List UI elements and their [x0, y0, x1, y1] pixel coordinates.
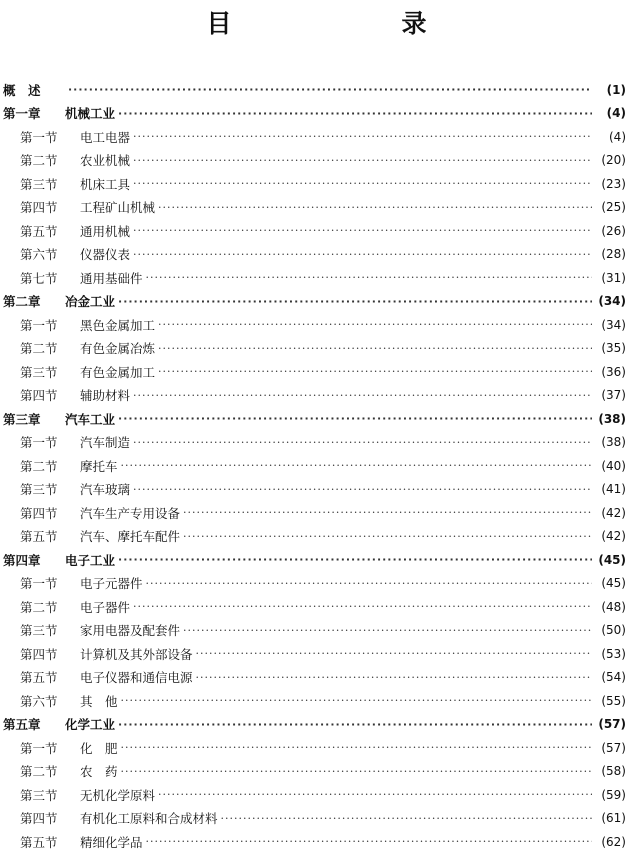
- toc-entry-label: 第五章: [3, 717, 41, 733]
- toc-page-number: (48): [601, 599, 626, 614]
- toc-page-number: (34): [598, 294, 626, 309]
- toc-entry-title: 汽车、摩托车配件: [80, 529, 181, 545]
- toc-section-entry: [0, 501, 633, 525]
- toc-entry-label: 第四节: [20, 811, 58, 827]
- toc-leader-dots: [183, 530, 592, 543]
- toc-section-entry: [0, 525, 633, 549]
- toc-entry-label: 第三节: [20, 787, 58, 803]
- toc-page-number: (58): [601, 764, 626, 779]
- toc-page-number: (59): [601, 787, 626, 802]
- toc-page-number: (55): [601, 693, 626, 708]
- toc-section-entry: [0, 666, 633, 690]
- toc-entry-title: 电子元器件: [80, 576, 143, 592]
- toc-entry-title: 家用电器及配套件: [80, 623, 181, 639]
- toc-page-number: (4): [609, 129, 626, 144]
- toc-leader-dots: [196, 671, 592, 684]
- toc-page-number: (4): [606, 106, 626, 121]
- toc-section-entry: [0, 689, 633, 713]
- toc-page-number: (50): [601, 623, 626, 638]
- toc-page-number: (38): [598, 411, 626, 426]
- toc-leader-dots: [121, 459, 592, 472]
- toc-entry-title: 电子器件: [80, 599, 131, 615]
- toc-leader-dots: [146, 835, 592, 848]
- toc-leader-dots: [133, 248, 592, 261]
- toc-leader-dots: [158, 201, 592, 214]
- toc-section-entry: [0, 360, 633, 384]
- toc-entry-title: 辅助材料: [80, 388, 131, 404]
- toc-leader-dots: [118, 718, 592, 731]
- toc-entry-label: 第五节: [20, 529, 58, 545]
- toc-section-entry: [0, 572, 633, 596]
- toc-page-number: (1): [606, 82, 626, 97]
- toc-entry-label: 第一章: [3, 106, 41, 122]
- toc-leader-dots: [158, 365, 592, 378]
- toc-entry-title: 黑色金属加工: [80, 317, 156, 333]
- toc-entry-label: 第三节: [20, 482, 58, 498]
- toc-leader-dots: [133, 389, 592, 402]
- toc-entry-title: 农业机械: [80, 153, 131, 169]
- toc-leader-dots: [183, 506, 592, 519]
- toc-entry-title: 汽车玻璃: [80, 482, 131, 498]
- toc-leader-dots: [121, 694, 592, 707]
- toc-chapter-entry: [0, 102, 633, 126]
- toc-leader-dots: [118, 295, 592, 308]
- toc-entry-label: 第四节: [20, 505, 58, 521]
- toc-section-entry: [0, 783, 633, 807]
- toc-entry-label: 第一节: [20, 740, 58, 756]
- toc-entry-title: 其 他: [80, 693, 118, 709]
- toc-section-entry: [0, 266, 633, 290]
- toc-entry-label: 第一节: [20, 435, 58, 451]
- toc-section-entry: [0, 149, 633, 173]
- toc-entry-title: 机床工具: [80, 176, 131, 192]
- toc-section-entry: [0, 337, 633, 361]
- toc-entry-label: 第二节: [20, 764, 58, 780]
- toc-page-number: (35): [601, 341, 626, 356]
- toc-entry-label: 第四章: [3, 552, 41, 568]
- toc-entry-label: 第一节: [20, 576, 58, 592]
- toc-page-number: (42): [601, 505, 626, 520]
- toc-entry-label: 第二节: [20, 341, 58, 357]
- toc-leader-dots: [133, 483, 592, 496]
- toc-entry-label: 第三节: [20, 364, 58, 380]
- toc-entry-title: 电子工业: [65, 552, 116, 568]
- toc-page-number: (54): [601, 670, 626, 685]
- toc-section-entry: [0, 642, 633, 666]
- toc-section-entry: [0, 125, 633, 149]
- toc-page-number: (37): [601, 388, 626, 403]
- toc-section-entry: [0, 807, 633, 831]
- toc-page-number: (36): [601, 364, 626, 379]
- toc-entry-label: 第四节: [20, 646, 58, 662]
- toc-page-number: (57): [601, 740, 626, 755]
- toc-leader-dots: [146, 577, 592, 590]
- toc-leader-dots: [183, 624, 592, 637]
- toc-entry-label: 概 述: [3, 82, 41, 98]
- toc-page-number: (25): [601, 200, 626, 215]
- toc-section-entry: [0, 736, 633, 760]
- toc-leader-dots: [118, 412, 592, 425]
- toc-page-number: (40): [601, 458, 626, 473]
- toc-chapter-entry: [0, 548, 633, 572]
- toc-chapter-entry: [0, 713, 633, 737]
- toc-page-number: (42): [601, 529, 626, 544]
- toc-entry-title: 汽车制造: [80, 435, 131, 451]
- toc-page-number: (57): [598, 717, 626, 732]
- toc-page-number: (38): [601, 435, 626, 450]
- toc-section-entry: [0, 595, 633, 619]
- toc-page-number: (26): [601, 223, 626, 238]
- toc-entry-label: 第五节: [20, 223, 58, 239]
- toc-entry-title: 计算机及其外部设备: [80, 646, 193, 662]
- toc-entry-title: 有色金属加工: [80, 364, 156, 380]
- toc-entry-label: 第七节: [20, 270, 58, 286]
- toc-section-entry: [0, 384, 633, 408]
- toc-chapter-entry: [0, 290, 633, 314]
- toc-page-number: (31): [601, 270, 626, 285]
- toc-leader-dots: [133, 177, 592, 190]
- toc-entry-title: 化学工业: [65, 717, 116, 733]
- toc-entry-label: 第三节: [20, 176, 58, 192]
- toc-leader-dots: [133, 600, 592, 613]
- table-of-contents: [0, 78, 633, 854]
- toc-leader-dots: [196, 647, 592, 660]
- toc-entry-title: 无机化学原料: [80, 787, 156, 803]
- toc-entry-label: 第四节: [20, 200, 58, 216]
- toc-entry-title: 农 药: [80, 764, 118, 780]
- toc-page-number: (23): [601, 176, 626, 191]
- toc-leader-dots: [146, 271, 592, 284]
- toc-leader-dots: [121, 741, 592, 754]
- toc-page-number: (34): [601, 317, 626, 332]
- toc-page-number: (53): [601, 646, 626, 661]
- toc-page-number: (20): [601, 153, 626, 168]
- toc-leader-dots: [68, 83, 592, 96]
- toc-leader-dots: [133, 154, 592, 167]
- toc-section-entry: [0, 313, 633, 337]
- toc-section-entry: [0, 243, 633, 267]
- toc-chapter-entry: [0, 78, 633, 102]
- toc-entry-title: 汽车工业: [65, 411, 116, 427]
- toc-entry-label: 第二节: [20, 599, 58, 615]
- toc-chapter-entry: [0, 407, 633, 431]
- page-title: 目 录: [206, 9, 467, 38]
- toc-leader-dots: [158, 788, 592, 801]
- toc-page-number: (45): [598, 552, 626, 567]
- toc-section-entry: [0, 830, 633, 854]
- toc-section-entry: [0, 219, 633, 243]
- toc-entry-label: 第六节: [20, 247, 58, 263]
- toc-page-number: (28): [601, 247, 626, 262]
- toc-entry-label: 第六节: [20, 693, 58, 709]
- toc-entry-title: 仪器仪表: [80, 247, 131, 263]
- toc-leader-dots: [158, 318, 592, 331]
- toc-leader-dots: [133, 130, 592, 143]
- toc-entry-label: 第三章: [3, 411, 41, 427]
- toc-page-number: (61): [601, 811, 626, 826]
- toc-leader-dots: [121, 765, 592, 778]
- toc-entry-label: 第五节: [20, 834, 58, 850]
- toc-entry-title: 化 肥: [80, 740, 118, 756]
- toc-entry-title: 通用基础件: [80, 270, 143, 286]
- toc-entry-title: 汽车生产专用设备: [80, 505, 181, 521]
- toc-leader-dots: [118, 107, 592, 120]
- toc-section-entry: [0, 196, 633, 220]
- toc-entry-title: 电子仪器和通信电源: [80, 670, 193, 686]
- toc-entry-title: 有色金属冶炼: [80, 341, 156, 357]
- toc-entry-label: 第二节: [20, 153, 58, 169]
- toc-leader-dots: [158, 342, 592, 355]
- toc-entry-title: 电工电器: [80, 129, 131, 145]
- toc-section-entry: [0, 431, 633, 455]
- toc-section-entry: [0, 760, 633, 784]
- toc-page-number: (41): [601, 482, 626, 497]
- toc-entry-title: 工程矿山机械: [80, 200, 156, 216]
- toc-entry-label: 第一节: [20, 317, 58, 333]
- toc-leader-dots: [221, 812, 592, 825]
- toc-leader-dots: [133, 224, 592, 237]
- toc-entry-label: 第四节: [20, 388, 58, 404]
- toc-section-entry: [0, 478, 633, 502]
- toc-page-number: (45): [601, 576, 626, 591]
- toc-leader-dots: [118, 553, 592, 566]
- toc-entry-title: 有机化工原料和合成材料: [80, 811, 218, 827]
- toc-section-entry: [0, 619, 633, 643]
- toc-section-entry: [0, 454, 633, 478]
- toc-entry-title: 摩托车: [80, 458, 118, 474]
- toc-entry-title: 精细化学品: [80, 834, 143, 850]
- toc-leader-dots: [133, 436, 592, 449]
- toc-entry-label: 第一节: [20, 129, 58, 145]
- toc-entry-label: 第二节: [20, 458, 58, 474]
- toc-entry-label: 第二章: [3, 294, 41, 310]
- toc-page-number: (62): [601, 834, 626, 849]
- toc-entry-label: 第五节: [20, 670, 58, 686]
- toc-section-entry: [0, 172, 633, 196]
- toc-entry-title: 通用机械: [80, 223, 131, 239]
- toc-entry-title: 冶金工业: [65, 294, 116, 310]
- toc-entry-label: 第三节: [20, 623, 58, 639]
- toc-entry-title: 机械工业: [65, 106, 116, 122]
